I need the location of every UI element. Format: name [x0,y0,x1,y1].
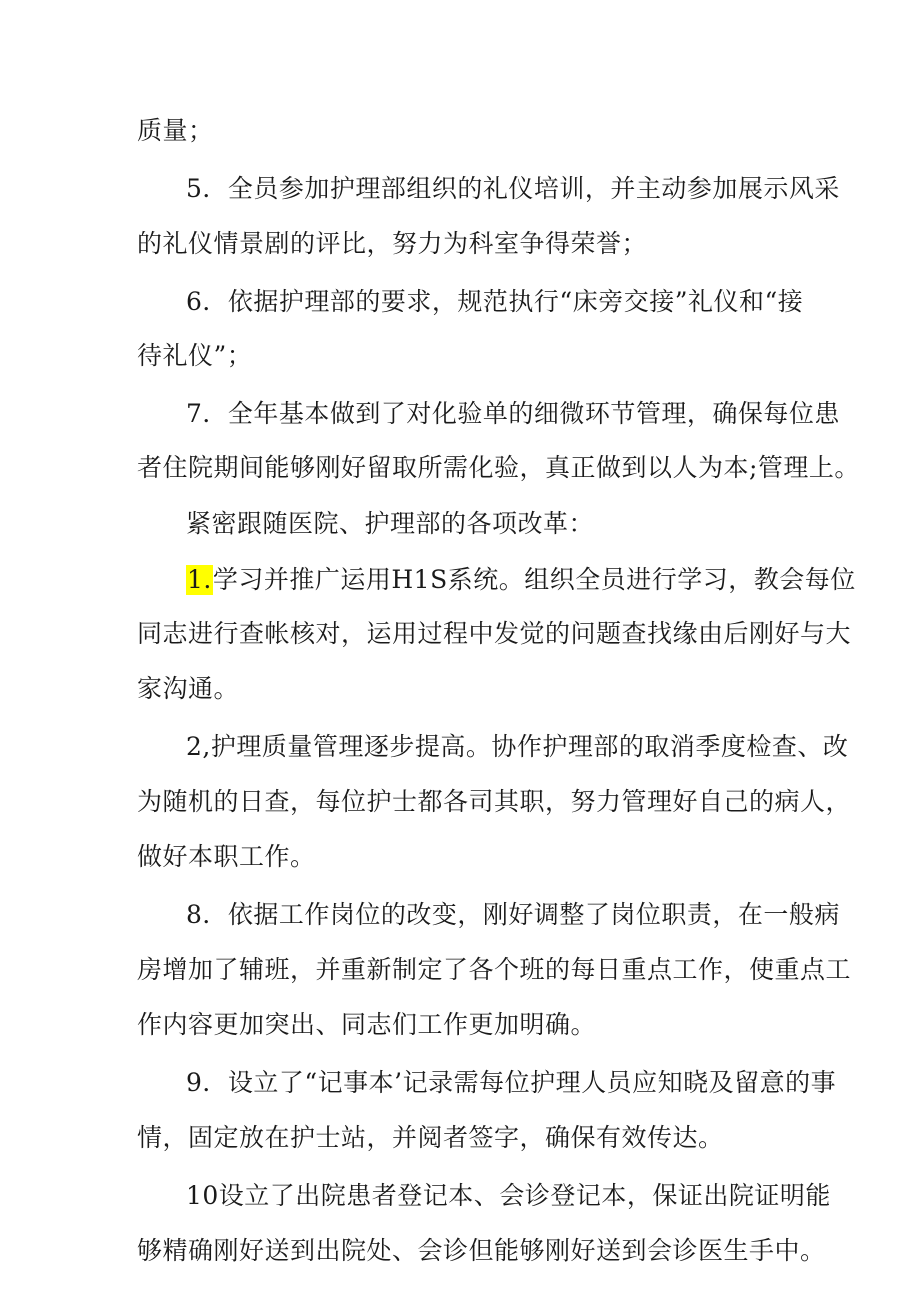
paragraph-1-line-2: 同志进行查帐核对，运用过程中发觉的问题查找缘由后刚好与大 [137,619,852,648]
paragraph-5-line-2: 的礼仪情景剧的评比，努力为科室争得荣誉； [137,229,648,258]
paragraph-1-line-1-text: 学习并推广运用H1S系统。组织全员进行学习，教会每位 [212,565,856,594]
paragraph-1-line-3: 家沟通。 [137,674,240,703]
paragraph-8-line-2: 房增加了辅班，并重新制定了各个班的每日重点工作，使重点工 [137,955,852,984]
paragraph-9-line-1: 9．设立了“记事本’记录需每位护理人员应知晓及留意的事 [186,1068,837,1097]
paragraph-10-line-2: 够精确刚好送到出院处、会诊但能够刚好送到会诊医生手中。 [137,1236,826,1265]
paragraph-2-line-2: 为随机的日查，每位护士都各司其职，努力管理好自己的病人， [137,787,852,816]
paragraph-9-line-2: 情，固定放在护士站，并阅者签字，确保有效传达。 [137,1123,724,1152]
paragraph-5-line-1: 5．全员参加护理部组织的礼仪培训，并主动参加展示风采 [186,174,840,203]
paragraph-2-line-3: 做好本职工作。 [137,842,316,871]
paragraph-10-line-1: 10设立了出院患者登记本、会诊登记本，保证出院证明能 [186,1181,831,1210]
paragraph-2-line-1: 2,护理质量管理逐步提高。协作护理部的取消季度检查、改 [186,732,849,761]
paragraph-8-line-1: 8．依据工作岗位的改变，刚好调整了岗位职责，在一般病 [186,900,840,929]
paragraph-line: 质量； [137,116,214,145]
paragraph-8-line-3: 作内容更加突出、同志们工作更加明确。 [137,1010,597,1039]
paragraph-6-line-1: 6．依据护理部的要求，规范执行“床旁交接”礼仪和“接 [186,287,804,316]
paragraph-7-line-1: 7．全年基本做到了对化验单的细微环节管理，确保每位患 [186,399,840,428]
highlighted-number: 1. [187,565,212,594]
reform-heading: 紧密跟随医院、护理部的各项改革： [186,509,595,538]
paragraph-7-line-2: 者住院期间能够刚好留取所需化验，真正做到以人为本;管理上。 [137,453,860,482]
paragraph-6-line-2: 待礼仪”； [137,341,253,370]
paragraph-1-line-1 [186,565,856,595]
